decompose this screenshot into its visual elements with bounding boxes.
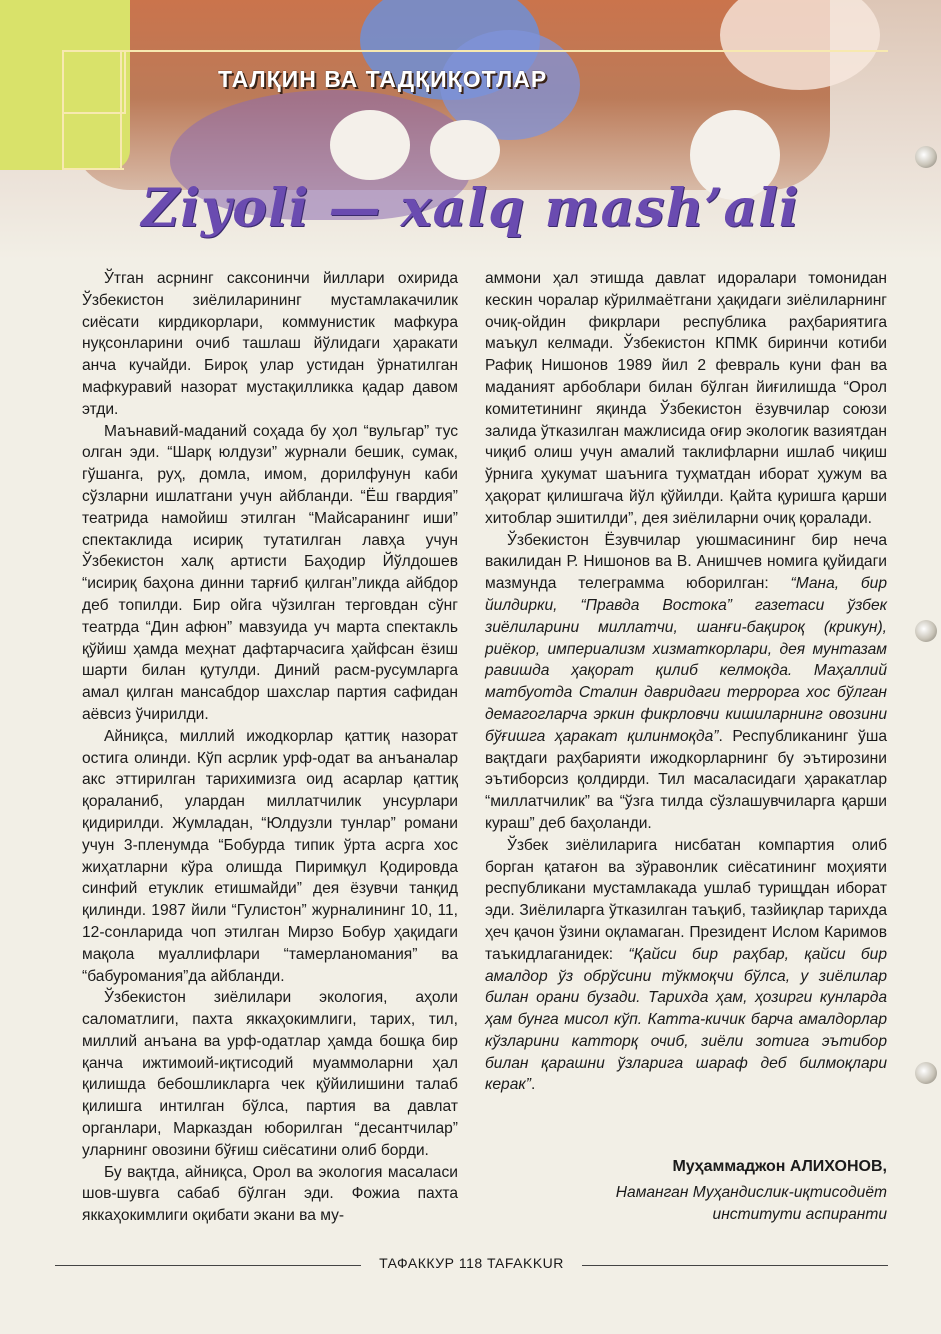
paragraph-text: . <box>530 1076 536 1094</box>
binder-hole-icon <box>915 146 937 168</box>
decor-shape <box>330 110 410 180</box>
paragraph-text: . Республиканинг ўша вақтдаги раҳбарияти ижодкорларнинг бу эътирозини эътиборсиз қолдирди. Тил масаласидаги ҳаракатлар “миллатчилик” ва “ўзга тилда сўзлашувчиларга қарши кураш” деб баҳоланди. <box>485 727 887 832</box>
paragraph: Маънавий-маданий соҳада бу ҳол “вульгар” тус олган эди. “Шарқ юлдузи” журнали бешик, сумак, гўшанга, руҳ, домла, имом, дорилфунун каби сўзларни ишлатгани учун айбланди. “Ёш гвардия” театрида намойиш этилган “Майсаранинг иши” спектаклида исириқ тутатилган лавҳа учун Ўзбекистон халқ артисти Баҳодир Йўлдошев “исириқ баҳона динни тарғиб қилган”ликда айбдор деб топилди. Бир ойга чўзилган терговдан сўнг театрда “Дин афюн” мавзуида уч марта спектакль қўйиш ҳамда меҳнат дафтарчасига ҳайфсан ёзиш шарти билан қутулди. Диний расм-русумларга амал қилган мансабдор шахслар партия сафидан аёвсиз ўчирилди. <box>82 422 458 723</box>
footer-rule <box>582 1265 888 1266</box>
paragraph: Айниқса, миллий ижодкорлар қаттиқ назорат остига олинди. Кўп асрлик урф-одат ва анъаналар акс эттирилган тарихимизга оид асарлар қаттиқ қораланиб, улардан миллатчилик унсурлари қидирилди. Жумладан, “Юлдузли тунлар” романи учун 3-пленумда “Бобурда типик ўрта асрга хос жиҳатларни кўра олишда Пиримқул Қодировда синфий етуклик етишмайди” дея ёзувчи танқид қилинди. 1987 йили “Гулистон” журналининг 10, 11, 12-сонларида чоп этилган Мирзо Бобур ҳақидаги мақола муаллифлари “тамерланомания” ва “бабуромания”да айбланди. <box>82 727 458 985</box>
paragraph: Ўтган асрнинг саксонинчи йиллари охирида Ўзбекистон зиёлиларининг мустамлакачилик сиёсати кирдикорлари, коммунистик мафкура нуқсонларини очиб ташлаш йўлидаги ҳаракати анча кучайди. Бироқ улар устидан ўрнатилган мафкуравий назорат мустақилликка қадар давом этди. <box>82 270 458 418</box>
frame-square <box>62 50 126 114</box>
decor-shape <box>430 120 500 180</box>
paragraph: Бу вақтда, айниқса, Орол ва экология масаласи шов-шувга сабаб бўлган эди. Фожиа пахта яккаҳокимлиги оқибати экани ва му- <box>82 1163 458 1225</box>
footer-rule <box>55 1265 361 1266</box>
affiliation-line: институти аспиранти <box>712 1206 887 1223</box>
author-affiliation <box>485 1182 887 1226</box>
quote: “Қайси бир раҳбар, қайси бир амалдор ўз обрўсини тўкмоқчи бўлса, у зиёлилар билан орани бузади. Тарихда ҳам, ҳозирги кунларда ҳам бунга мисол кўп. Катта-кичик барча амалдорлар кўзларини катторқ очиб, зиёли зотига эътибор билан қарашни ўзларига шараф деб билмоқлари керак” <box>485 945 887 1094</box>
paragraph <box>485 530 887 835</box>
left-column <box>82 268 458 1227</box>
footer-page-label: ТАФАККУР 118 TAFAKKUR <box>379 1255 564 1271</box>
paragraph: Ўзбекистон зиёлилари экология, аҳоли саломатлиги, пахта яккаҳокимлиги, тарих, тил, миллий анъана ва урф-одатлар ҳамда бошқа бир қанча ижтимоий-иқтисодий муаммоларни ҳал қилишда бебошликларга чек қўйилишини талаб қилишга интилган бўлса, партия ва давлат органлари, Марказдан юборилган “десантчилар” уларнинг овозини бўғиш сиёсатини олиб борди. <box>82 989 458 1159</box>
binder-hole-icon <box>915 1062 937 1084</box>
paragraph: аммони ҳал этишда давлат идоралари томонидан кескин чоралар кўрилмаётгани ҳақидаги зиёлиларнинг очиқ-ойдин фикрлари республика раҳбариятига маъқул келмади. Ўзбекистон КПМК биринчи котиби Рафиқ Нишонов 1989 йил 2 февраль куни фан ва маданият арбоблари билан бўлган йиғилишда “Орол комитетининг яқинда Ўзбекистон ёзувчилар союзи залида ўтказилган мажлисида оғир экологик вазиятдан чиқиб олиш учун амалий таклифларни ишлаб чиқиш ўрнига ҳукумат шаънига туҳматдан иборат ҳужум ва ҳақорат қилишгача йўл қўйилди. Қайта қуришга қарши хитоблар эшитилди”, дея зиёлиларни очиқ қоралади. <box>485 270 887 527</box>
right-column <box>485 268 887 1096</box>
frame-square <box>62 108 124 170</box>
section-label: ТАЛҚИН ВА ТАДҚИҚОТЛАР <box>218 66 548 92</box>
paragraph-text: Ўзбекистон Ёзувчилар уюшмасининг бир неча вакилидан Р. Нишонов ва В. Анишчев номига қуйидаги мазмунда телеграмма юборилган: <box>485 531 887 593</box>
paragraph-text: Ўзбек зиёлиларига нисбатан компартия олиб борган қатағон ва зўравонлик сиёсатининг моҳияти республикани мустамлакада ушлаб турищдан иборат эди. Зиёлиларга ўтказилган таъқиб, тазйиқлар тарихда ҳеч қачон ўзини оқламаган. Президент Ислом Каримов таъкидлаганидек: <box>485 836 887 963</box>
quote: “Мана, бир йилдирки, “Правда Востока” газетаси ўзбек зиёлиларини миллатчи, шанғи-бақироқ (крикун), риёкор, империализм хизматкорлари, дея мунтазам равишда ҳақорат қилиб келмоқда. Маҳаллий матбуотда Сталин давридаги террорга хос бўлган демагогларча эркин фикрловчи кишиларнинг овозини бўғишга ҳаракат қилинмоқда” <box>485 575 887 745</box>
paragraph <box>485 835 887 1097</box>
author-name: Муҳаммаджон АЛИХОНОВ, <box>672 1158 887 1175</box>
frame-line <box>62 50 888 52</box>
binder-hole-icon <box>915 620 937 642</box>
affiliation-line: Наманган Муҳандислик-иқтисодиёт <box>615 1184 887 1201</box>
article-title: Ziyoli — xalq mash’ali <box>141 178 800 239</box>
